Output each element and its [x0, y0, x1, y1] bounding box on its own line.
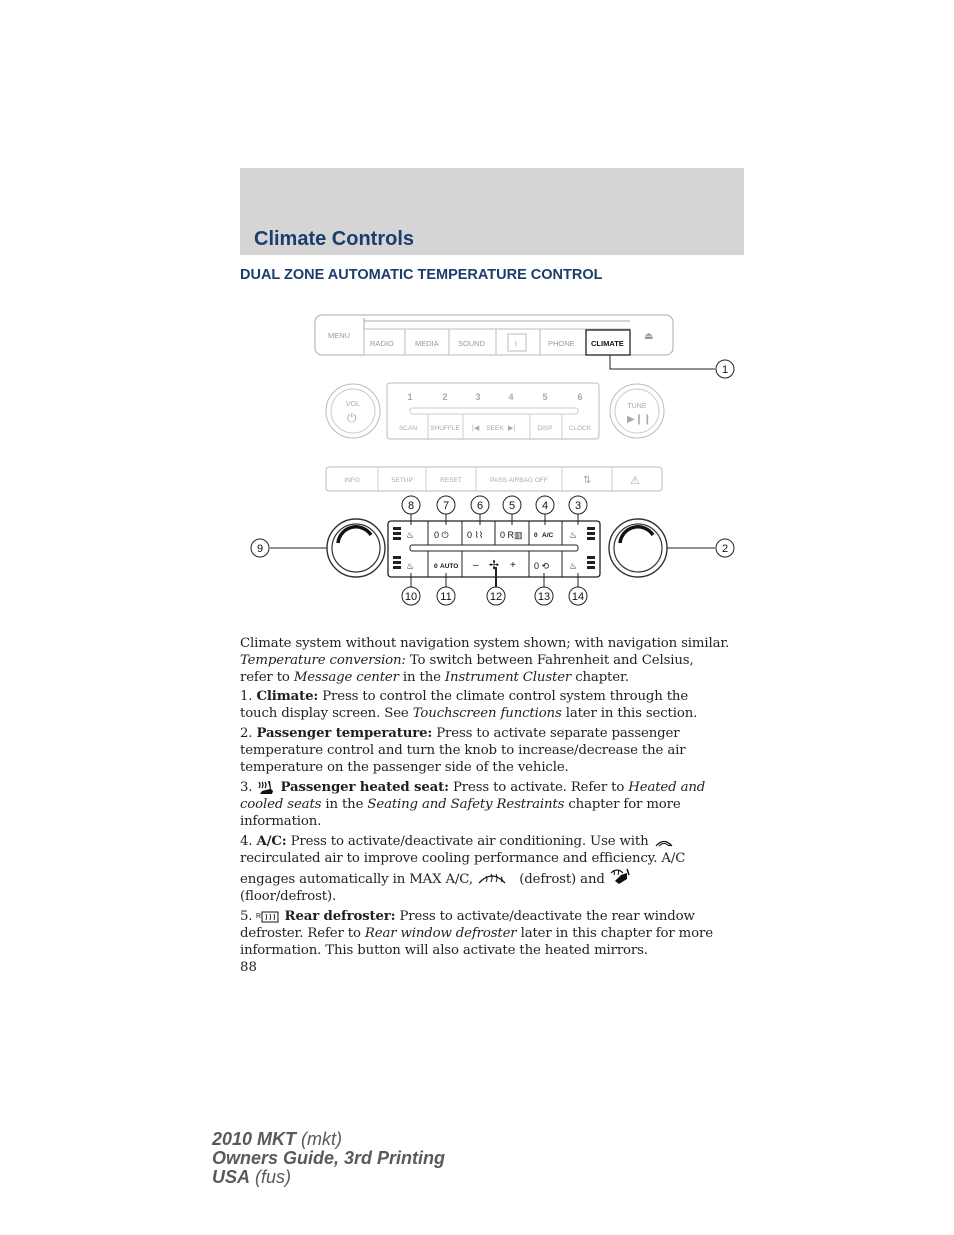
item-5: 5. R Rear defroster: Press to activate/deactivate the rear window defroster. Refer to Rear window defroster later in this chapter for more information. This button will also activate the heated mirrors. [240, 908, 713, 958]
conv-label: Temperature conversion: [240, 652, 406, 668]
preset-1: 1 [407, 392, 413, 402]
item-1: 1. Climate: Press to control the climate control system through the touch display screen. See Touchscreen functions later in this section. [240, 689, 698, 722]
power-icon: ⏻ [347, 411, 357, 425]
rear-defrost-icon: 0 R▥ [500, 530, 523, 540]
fan-icon: ✢ [489, 558, 500, 572]
callout-2: 2 [721, 543, 729, 555]
preset-6: 6 [577, 392, 583, 402]
info-i-label: i [515, 339, 517, 348]
callout-10: 10 [404, 591, 418, 603]
play-pause-icon: ▶❙❙ [627, 414, 652, 425]
callout-3: 3 [574, 500, 582, 512]
passenger-cooled-seat-icon: ♨ [569, 561, 578, 571]
callout-11: 11 [440, 591, 452, 603]
intro-paragraph: Climate system without navigation system shown; with navigation similar. Temperature conversion: To switch between Fahrenheit and Celsius, refer to Message center in the Instrument Cluster chapter. [240, 636, 730, 685]
callout-14: 14 [571, 591, 585, 603]
preset-2: 2 [442, 392, 448, 402]
disp-label: DISP [537, 425, 553, 432]
callout-13: 13 [537, 591, 551, 603]
item-4: 4. A/C: Press to activate/deactivate air conditioning. Use with recirculated air to improve cooling performance and efficiency. A/C engages automatically in MAX A/C, (defrost) and (floor/defrost). [240, 833, 686, 905]
radio-label: RADIO [370, 339, 394, 348]
preset-5: 5 [542, 392, 548, 402]
callout-9: 9 [256, 543, 264, 555]
recirculation-icon: 0 ⟲ [534, 561, 550, 571]
seek-forward-icon: ▶| [508, 425, 516, 432]
power-icon: 0 ⏻ [434, 530, 449, 540]
subsection-title: DUAL ZONE AUTOMATIC TEMPERATURE CONTROL [240, 267, 603, 283]
callout-6: 6 [476, 500, 484, 512]
eject-icon: ⏏ [644, 331, 654, 342]
callout-5: 5 [508, 500, 516, 512]
item-2: 2. Passenger temperature: Press to activate separate passenger temperature control and turn the knob to increase/decrease the air temperature on the passenger side of the vehicle. [240, 725, 686, 775]
seatbelt-icon: ⇅ [583, 475, 592, 486]
callout-4: 4 [541, 500, 549, 512]
tune-label: TUNE [627, 403, 647, 410]
callout-8: 8 [407, 500, 415, 512]
fan-decrease-label: – [473, 560, 479, 571]
climate-control-panel-diagram [240, 305, 750, 615]
item-3: 3. Passenger heated seat: Press to activate. Refer to Heated and cooled seats in the Seating and Safety Restraints chapter for more information. [240, 780, 706, 829]
svg-text:0: 0 [534, 532, 538, 539]
ac-button-label: A/C [542, 532, 554, 539]
clock-label: CLOCK [568, 425, 592, 432]
recirculation-icon [653, 837, 675, 849]
menu-label: MENU [328, 331, 351, 340]
preset-3: 3 [475, 392, 481, 402]
sound-label: SOUND [458, 339, 486, 348]
callout-1: 1 [721, 364, 729, 376]
hazard-icon: ⚠ [630, 475, 640, 487]
reset-label: RESET [440, 477, 462, 484]
fan-increase-label: + [510, 560, 516, 571]
seek-back-icon: |◀ [472, 425, 480, 432]
document-footer: 2010 MKT (mkt) Owners Guide, 3rd Printing USA (fus) [212, 1129, 446, 1187]
climate-button-label: CLIMATE [591, 339, 624, 348]
vol-label: VOL [345, 401, 361, 408]
rear-defrost-icon [256, 910, 280, 924]
preset-4: 4 [508, 392, 514, 402]
section-title: Climate Controls [254, 228, 415, 250]
phone-label: PHONE [548, 339, 575, 348]
passenger-heated-seat-icon: ♨ [569, 530, 578, 540]
shuffle-label: SHUFFLE [430, 425, 460, 432]
svg-text:R: R [256, 912, 262, 920]
setup-label: SETUP [391, 477, 413, 484]
driver-heated-seat-icon: ♨ [406, 530, 415, 540]
info-label: INFO [344, 477, 360, 484]
scan-label: SCAN [398, 425, 418, 432]
body-text [240, 636, 750, 962]
driver-cooled-seat-icon: ♨ [406, 561, 415, 571]
defrost-icon [477, 869, 507, 887]
media-label: MEDIA [415, 339, 439, 348]
callout-7: 7 [442, 500, 450, 512]
heated-seat-icon [256, 779, 276, 795]
pass-airbag-off-label: PASS AIRBAG OFF [490, 477, 548, 484]
seek-label: SEEK [486, 425, 504, 432]
floor-defrost-icon [609, 867, 631, 887]
callout-12: 12 [489, 591, 503, 603]
auto-button-label: AUTO [440, 563, 459, 570]
page-number: 88 [240, 960, 257, 975]
svg-text:0: 0 [434, 563, 438, 570]
defrost-icon: 0 ⌇⌇ [467, 530, 484, 540]
